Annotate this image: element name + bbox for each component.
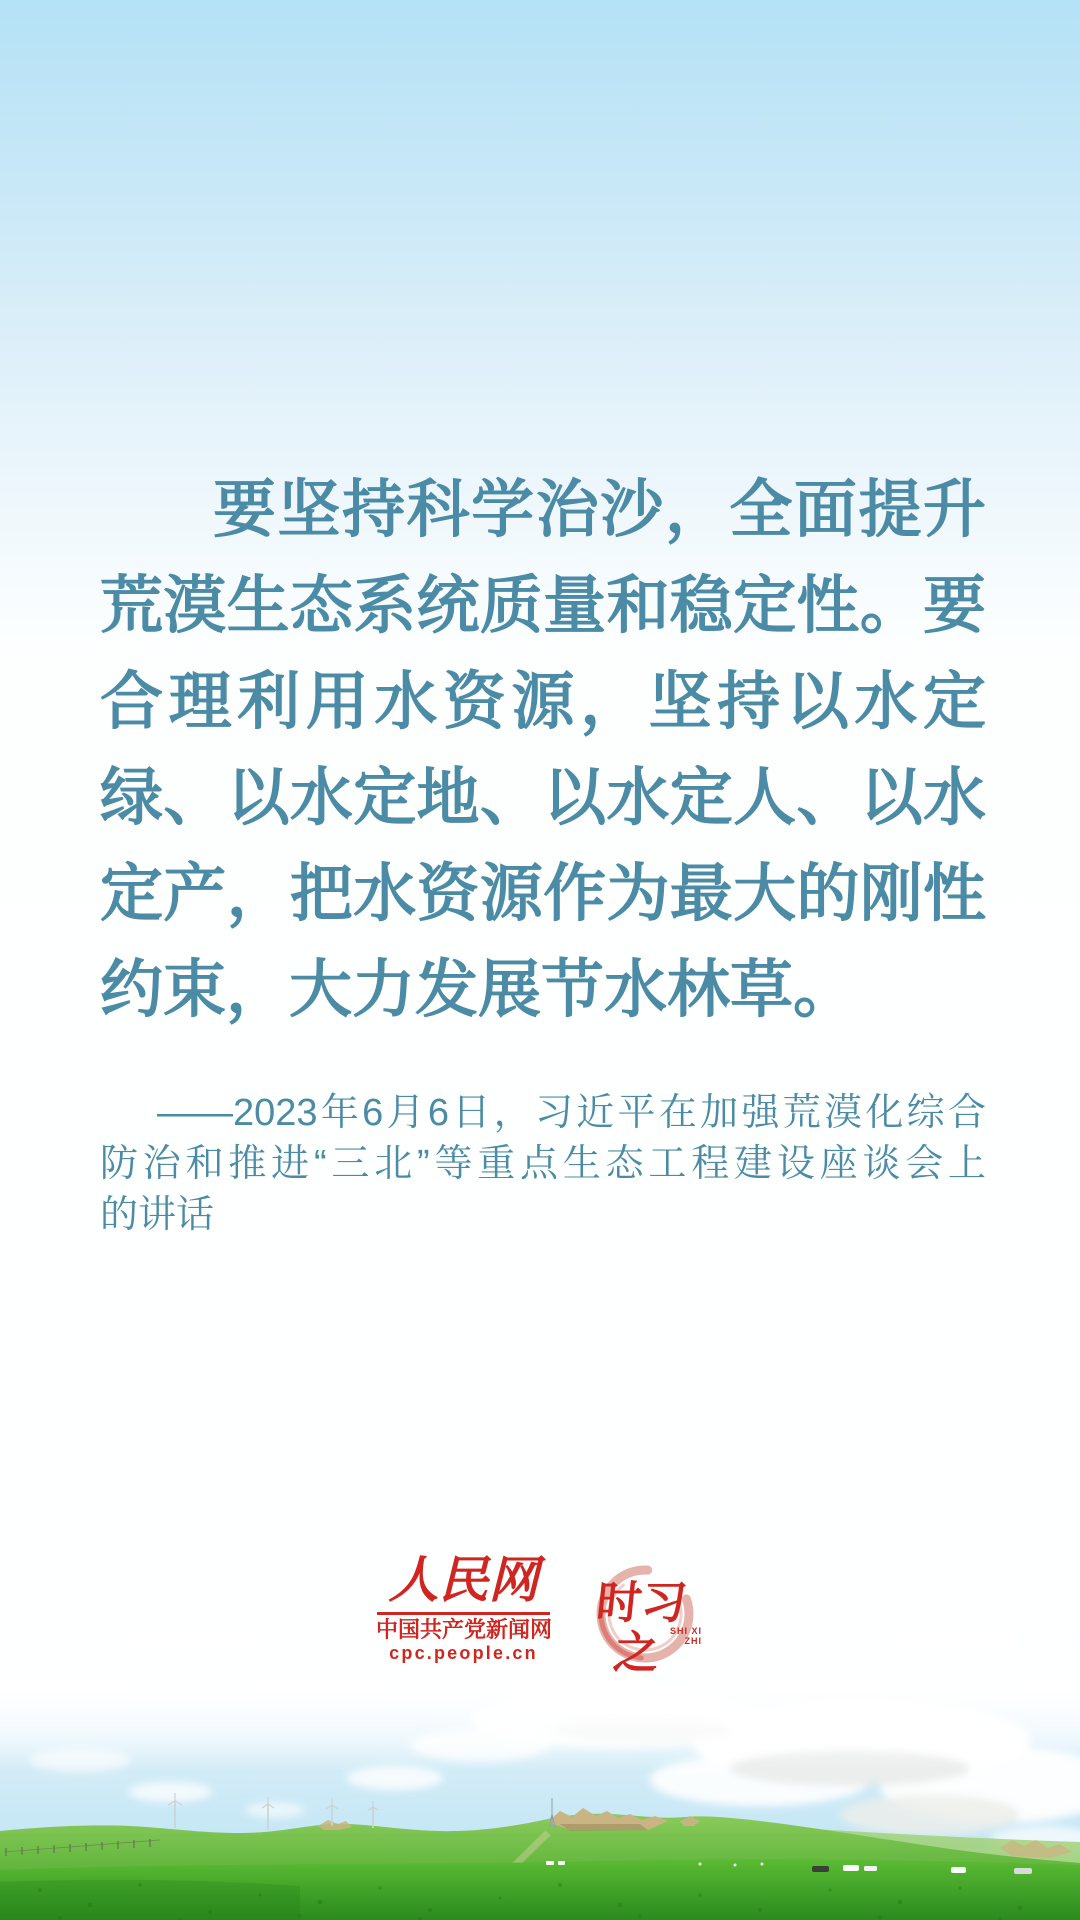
footer-logos [350, 1548, 730, 1683]
quote-line-1: 要坚持科学治沙，全面提升 [213, 475, 986, 545]
people-daily-subtitle: 中国共产党新闻网 [375, 1617, 552, 1642]
landscape-top-fade [0, 1690, 1080, 1770]
shixizhi-logo: 时习之 [593, 1577, 690, 1678]
attribution-line-1: ——2023年6月6日，习近平在加强荒漠化综合 [157, 1092, 986, 1134]
quote-text [100, 462, 986, 1038]
quote-line-5: 定产，把水资源作为最大的刚性 [100, 859, 986, 929]
attribution-line-2: 防治和推进“三北”等重点生态工程建设座谈会上 [100, 1143, 986, 1185]
shixizhi-subtitle: SHI XI ZHI [669, 1626, 702, 1646]
landscape-photo [0, 1690, 1080, 1920]
quote-line-6: 约束，大力发展节水林草。 [100, 955, 856, 1025]
quote-line-4: 绿、以水定地、以水定人、以水 [100, 763, 986, 833]
people-daily-underline [377, 1612, 550, 1615]
quote-attribution [100, 1088, 986, 1241]
people-daily-logo: 人民网 [388, 1552, 539, 1608]
people-daily-url: cpc.people.cn [389, 1643, 538, 1663]
attribution-line-3: 的讲话 [100, 1194, 215, 1236]
quote-line-3: 合理利用水资源，坚持以水定 [100, 667, 986, 737]
quote-line-2: 荒漠生态系统质量和稳定性。要 [100, 571, 986, 641]
landscape-grass-shadow [0, 1880, 300, 1920]
